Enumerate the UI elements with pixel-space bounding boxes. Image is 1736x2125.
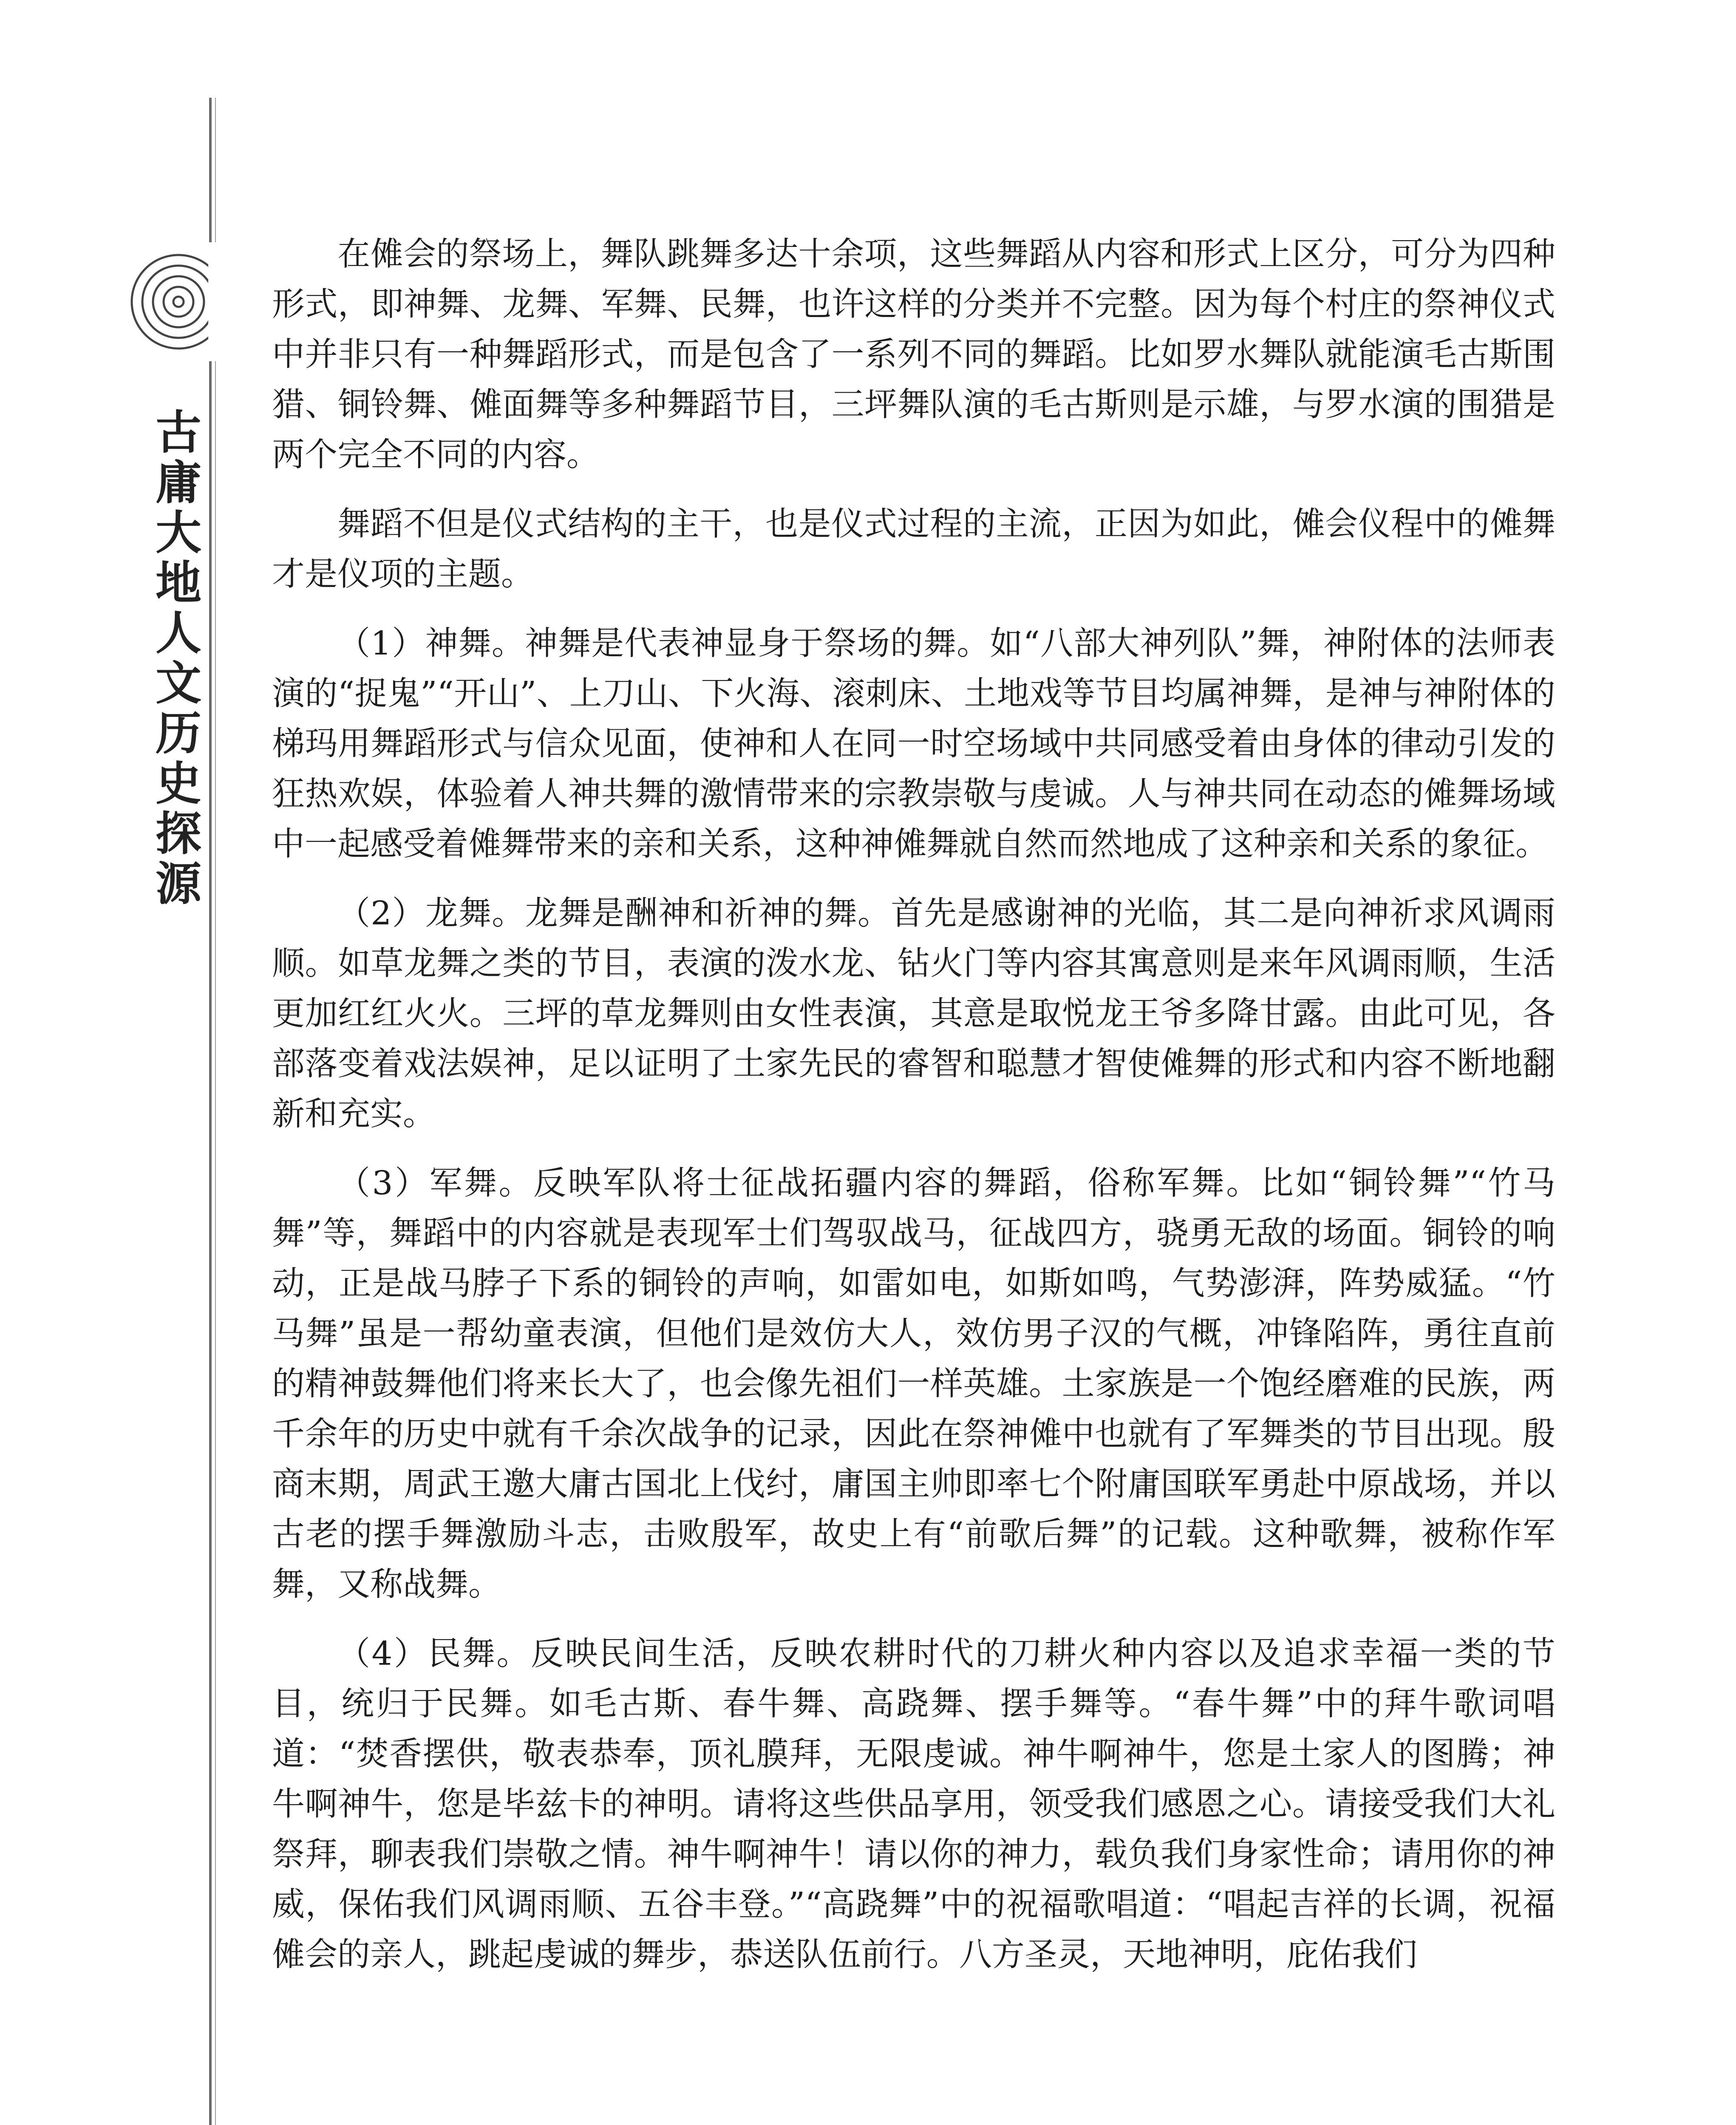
- running-head-text: [147, 408, 210, 910]
- running-head: [147, 408, 210, 910]
- cloud-ornament-icon: [127, 242, 229, 361]
- running-head-char: 古: [155, 406, 201, 459]
- body-text: [272, 230, 1555, 1999]
- running-head-char: 地: [155, 557, 201, 610]
- running-head-char: 探: [155, 808, 201, 861]
- paragraph-dragon-dance: （2）龙舞。龙舞是酬神和祈神的舞。首先是感谢神的光临，其二是向神祈求风调雨顺。如草龙舞之类的节目，表演的泼水龙、钻火门等内容其寓意则是来年风调雨顺，生活更加红红火火。三坪的草龙舞则由女性表演，其意是取悦龙王爷多降甘露。由此可见，各部落变着戏法娱神，足以证明了土家先民的睿智和聪慧才智使傩舞的形式和内容不断地翻新和充实。: [272, 895, 1555, 1133]
- paragraph-summary: 舞蹈不但是仪式结构的主干，也是仪式过程的主流，正因为如此，傩会仪程中的傩舞才是仪项的主题。: [272, 505, 1555, 593]
- margin-rule-inner: [215, 98, 216, 2125]
- running-head-char: 历: [155, 707, 201, 760]
- running-head-char: 庸: [155, 456, 201, 510]
- running-head-char: 史: [155, 757, 201, 810]
- running-head-char: 文: [155, 657, 201, 710]
- paragraph-military-dance: （3）军舞。反映军队将士征战拓疆内容的舞蹈，俗称军舞。比如“铜铃舞”“竹马舞”等，舞蹈中的内容就是表现军士们驾驭战马，征战四方，骁勇无敌的场面。铜铃的响动，正是战马脖子下系的铜铃的声响，如雷如电，如斯如鸣，气势澎湃，阵势威猛。“竹马舞”虽是一帮幼童表演，但他们是效仿大人，效仿男子汉的气概，冲锋陷阵，勇往直前的精神鼓舞他们将来长大了，也会像先祖们一样英雄。土家族是一个饱经磨难的民族，两千余年的历史中就有千余次战争的记录，因此在祭神傩中也就有了军舞类的节目出现。殷商末期，周武王邀大庸古国北上伐纣，庸国主帅即率七个附庸国联军勇赴中原战场，并以古老的摆手舞激励斗志，击败殷军，故史上有“前歌后舞”的记载。这种歌舞，被称作军舞，又称战舞。: [272, 1164, 1555, 1604]
- margin-rule: [209, 98, 212, 2125]
- paragraph-intro: 在傩会的祭场上，舞队跳舞多达十余项，这些舞蹈从内容和形式上区分，可分为四种形式，即神舞、龙舞、军舞、民舞，也许这样的分类并不完整。因为每个村庄的祭神仪式中并非只有一种舞蹈形式，而是包含了一系列不同的舞蹈。比如罗水舞队就能演毛古斯围猎、铜铃舞、傩面舞等多种舞蹈节目，三坪舞队演的毛古斯则是示雄，与罗水演的围猎是两个完全不同的内容。: [272, 235, 1555, 474]
- paragraph-god-dance: （1）神舞。神舞是代表神显身于祭场的舞。如“八部大神列队”舞，神附体的法师表演的“捉鬼”“开山”、上刀山、下火海、滚刺床、土地戏等节目均属神舞，是神与神附体的梯玛用舞蹈形式与信众见面，使神和人在同一时空场域中共同感受着由身体的律动引发的狂热欢娱，体验着人神共舞的激情带来的宗教崇敬与虔诚。人与神共同在动态的傩舞场域中一起感受着傩舞带来的亲和关系，这种神傩舞就自然而然地成了这种亲和关系的象征。: [272, 625, 1555, 863]
- running-head-char: 大: [155, 507, 201, 560]
- paragraph-folk-dance: （4）民舞。反映民间生活，反映农耕时代的刀耕火种内容以及追求幸福一类的节目，统归于民舞。如毛古斯、春牛舞、高跷舞、摆手舞等。“春牛舞”中的拜牛歌词唱道：“焚香摆供，敬表恭奉，顶礼膜拜，无限虔诚。神牛啊神牛，您是土家人的图腾；神牛啊神牛，您是毕兹卡的神明。请将这些供品享用，领受我们感恩之心。请接受我们大礼祭拜，聊表我们崇敬之情。神牛啊神牛！请以你的神力，载负我们身家性命；请用你的神威，保佑我们风调雨顺、五谷丰登。”“高跷舞”中的祝福歌唱道：“唱起吉祥的长调，祝福傩会的亲人，跳起虔诚的舞步，恭送队伍前行。八方圣灵，天地神明，庇佑我们: [272, 1635, 1555, 1974]
- running-head-char: 源: [155, 858, 201, 911]
- running-head-char: 人: [155, 607, 201, 660]
